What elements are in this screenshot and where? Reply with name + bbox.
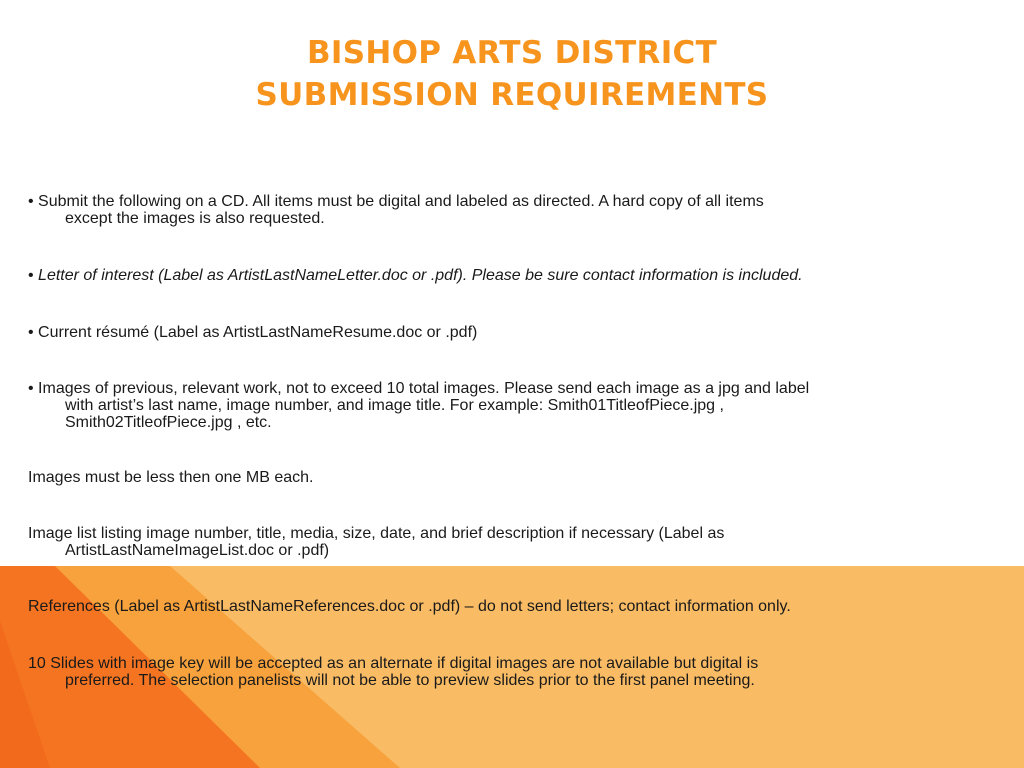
paragraph-line: 10 Slides with image key will be accepted as an alternate if digital images are not available but digital is (28, 655, 759, 672)
paragraph-line: References (Label as ArtistLastNameReferences.doc or .pdf) – do not send letters; contact information only. (28, 598, 791, 615)
paragraph-slides (28, 655, 1003, 689)
paragraph-line: preferred. The selection panelists will not be able to preview slides prior to the first panel meeting. (65, 672, 755, 689)
paragraph-line: ArtistLastNameImageList.doc or .pdf) (65, 542, 330, 559)
paragraph-letter-of-interest (28, 267, 1003, 284)
paragraph-resume (28, 324, 1003, 341)
paragraph-line: except the images is also requested. (65, 210, 325, 227)
title-line-2: SUBMISSION REQUIREMENTS (255, 77, 769, 113)
paragraph-line: • Submit the following on a CD. All items must be digital and labeled as directed. A hard copy of all items (28, 193, 764, 210)
paragraph-line: Smith02TitleofPiece.jpg , etc. (65, 414, 272, 431)
paragraph-line: Images must be less then one MB each. (28, 469, 314, 486)
bullet: • (28, 267, 39, 284)
paragraph-references (28, 598, 1003, 615)
paragraph-line: • Current résumé (Label as ArtistLastNameResume.doc or .pdf) (28, 324, 478, 341)
paragraph-submit-cd (28, 193, 1003, 227)
title-line-1: BISHOP ARTS DISTRICT (306, 35, 718, 71)
paragraph-line: • Images of previous, relevant work, not to exceed 10 total images. Please send each image as a jpg and label (28, 380, 810, 397)
paragraph-line: Letter of interest (Label as ArtistLastNameLetter.doc or .pdf). Please be sure contact information is included. (38, 267, 803, 284)
paragraph-line: with artist’s last name, image number, and image title. For example: Smith01TitleofPiece.jpg , (65, 397, 724, 414)
paragraph-image-list (28, 525, 1003, 559)
paragraph-image-size (28, 469, 1003, 486)
paragraph-line: Image list listing image number, title, media, size, date, and brief description if necessary (Label as (28, 525, 725, 542)
paragraph-images (28, 380, 1003, 431)
slide-title (0, 32, 1024, 116)
